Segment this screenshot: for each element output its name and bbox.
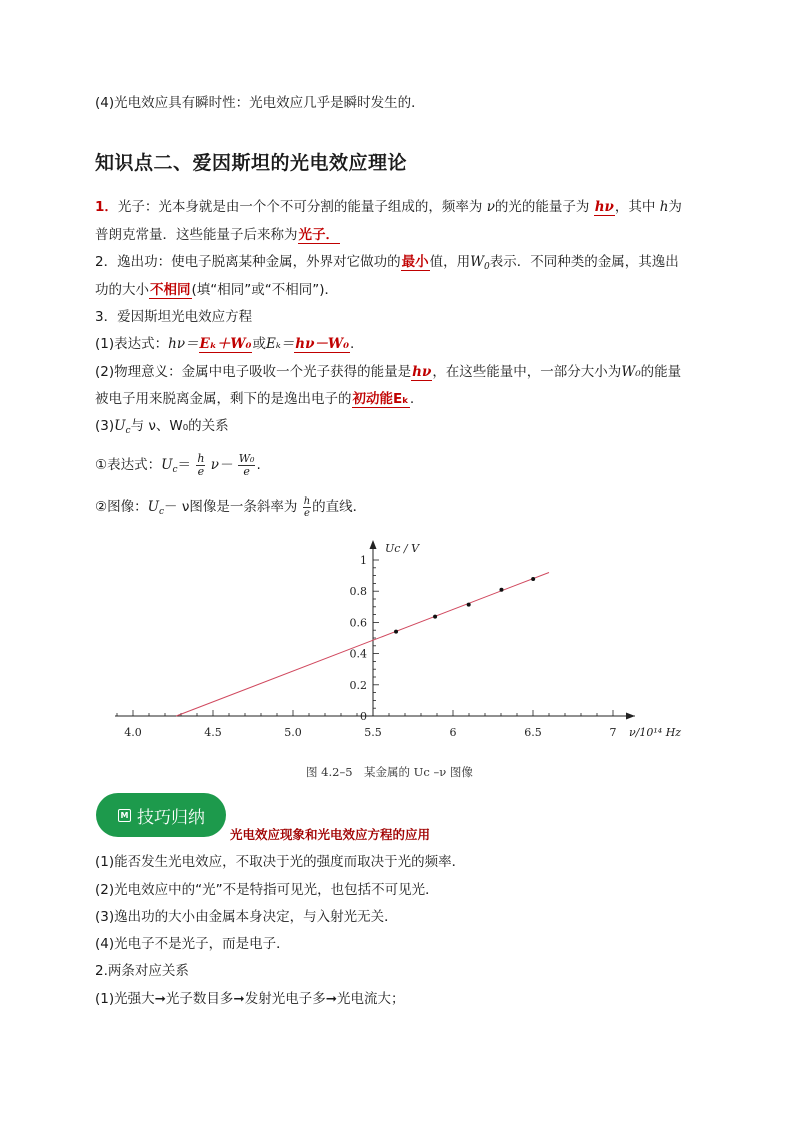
photon-text-a: 光子：光本身就是由一个个不可分割的能量子组成的，频率为 [117,199,483,215]
data-point [467,603,471,607]
tip-item: 2.两条对应关系 [95,963,189,979]
slope-den-e: e [303,507,310,519]
relation-expr-label: ①表达式： [95,457,162,473]
expr-end: . [350,336,355,352]
data-point [499,588,503,592]
y-axis-arrow [370,540,377,549]
relation-expr-uc: U [161,457,173,473]
x-tick-label: 5.5 [364,726,382,739]
x-tick-label: 6 [449,726,457,739]
meaning-line-1 [95,362,681,382]
frac-num-w0: W₀ [238,451,255,465]
wf-text-d: (填“相同”或“不相同”)． [191,282,339,298]
meaning-line-2 [95,389,414,409]
relation-expression [95,448,261,487]
expr-hnu: hν＝ [168,336,199,352]
wf-text-a: 2．逸出功：使电子脱离某种金属，外界对它做功的 [95,254,401,270]
meaning-text-a: (2)物理意义：金属中电子吸收一个光子获得的能量是 [95,364,412,380]
w0-letter: W [470,254,484,270]
h-symbol: h [659,199,669,215]
relation-title-text: 与 ν、W₀的关系 [130,418,229,434]
y-tick-label: 0.6 [349,616,367,630]
x-tick-label: 6.5 [524,726,542,739]
relation-num: (3) [95,418,115,434]
answer-photon: 光子． [298,227,339,243]
data-point [433,615,437,619]
data-point [394,630,398,634]
badge-label: 技巧归纳 [137,807,205,828]
w0-subscript: 0 [483,262,490,272]
slope-num-h: h [303,495,311,507]
expr-or: 或 [252,336,266,352]
y-tick-label: 0 [360,710,367,723]
x-tick-label: 4.5 [204,726,222,739]
y-tick-label: 1 [360,554,367,567]
y-tick-label: 0.8 [349,585,367,599]
meaning-end: . [409,391,415,407]
x-axis-label: ν/10¹⁴ Hz [629,726,682,739]
data-point [531,577,535,581]
answer-meaning-hnu: hν [412,364,432,380]
tip-item: (2)光电效应中的“光”不是特指可见光，也包括不可见光． [95,882,439,898]
expr-label: (1)表达式： [95,336,169,352]
graph-text-a: － ν图像是一条斜率为 [164,499,298,515]
answer-minimum: 最小 [401,254,429,270]
tip-item: (4)光电子不是光子，而是电子． [95,936,290,952]
photon-text-line2: 普朗克常量．这些能量子后来称为 [95,227,298,243]
photon-line-2 [95,225,340,245]
photon-text-b: 的光的能量子为 [494,199,590,215]
y-axis-label: Uc / V [385,542,420,555]
graph-label: ②图像： [95,499,148,515]
relation-eq: ＝ [177,457,192,473]
expr-ek: Eₖ＝ [265,336,295,352]
frac-den-e2: e [243,464,250,478]
frac-den-e: e [197,464,205,478]
y-tick-label: 0.2 [349,678,367,692]
graph-text-b: 的直线． [312,499,367,515]
photon-text-c: ，其中 [614,199,656,215]
paragraph-instantaneous: (4)光电效应具有瞬时性：光电效应几乎是瞬时发生的． [95,95,425,111]
nu-symbol: ν [486,199,495,215]
wf-text-b: 值，用 [429,254,471,270]
answer-ek-plus-w0: Eₖ＋W₀ [199,336,252,352]
answer-not-same: 不相同 [150,282,191,298]
x-tick-label: 5.0 [284,726,302,739]
summary-icon: M [118,809,131,822]
uc-nu-chart [110,538,690,753]
meaning-w0: W₀ [621,364,641,380]
photon-line-1 [95,197,682,217]
wf-text-c: 表示．不同种类的金属，其逸出 [489,254,679,270]
equation-title: 3．爱因斯坦光电效应方程 [95,309,253,325]
w0-symbol [470,254,490,270]
answer-h-nu: hν [594,199,614,215]
answer-initial-ke: 初动能Eₖ [352,391,409,407]
meaning-text-line2: 被电子用来脱离金属，剩下的是逸出电子的 [95,391,352,407]
x-axis-arrow [626,713,635,720]
frac-num-h: h [197,451,205,465]
relation-nu-minus: ν－ [210,457,233,473]
relation-uc-sub: c [125,426,131,436]
fraction-w0-over-e [238,453,256,478]
tip-item: (3)逸出功的大小由金属本身决定，与入射光无关． [95,909,398,925]
relation-expr-uc-sub: c [172,465,178,475]
answer-hnu-minus-w0: hν－W₀ [295,336,350,352]
section-title: 知识点二、爱因斯坦的光电效应理论 [95,152,408,174]
wf-text-line2: 功的大小 [95,282,149,298]
graph-uc: U [147,499,159,515]
tip-item: (1)光强大➞光子数目多➞发射光电子多➞光电流大； [95,991,405,1007]
relation-end: . [256,457,261,473]
meaning-text-c: 的能量 [640,364,682,380]
relation-uc: U [114,418,126,434]
expression-line [95,334,354,354]
tips-badge [96,793,226,837]
work-function-line-1 [95,252,679,277]
fraction-h-over-e [196,453,205,478]
meaning-text-b: ，在这些能量中，一部分大小为 [432,364,622,380]
y-tick-label: 0.4 [349,647,367,661]
relation-graph-line [95,492,366,527]
item-number: 1． [95,199,118,215]
tips-subhead: 光电效应现象和光电效应方程的应用 [230,827,431,842]
x-tick-label: 4.0 [124,726,142,739]
graph-uc-sub: c [159,507,165,517]
work-function-line-2 [95,280,338,300]
figure-caption: 图 4.2–5 某金属的 Uc –ν 图像 [306,765,473,779]
fraction-slope [303,496,311,519]
relation-title [95,416,229,441]
tip-item: (1)能否发生光电效应，不取决于光的强度而取决于光的频率． [95,854,466,870]
photon-text-d: 为 [668,199,682,215]
x-tick-label: 7 [609,726,617,739]
